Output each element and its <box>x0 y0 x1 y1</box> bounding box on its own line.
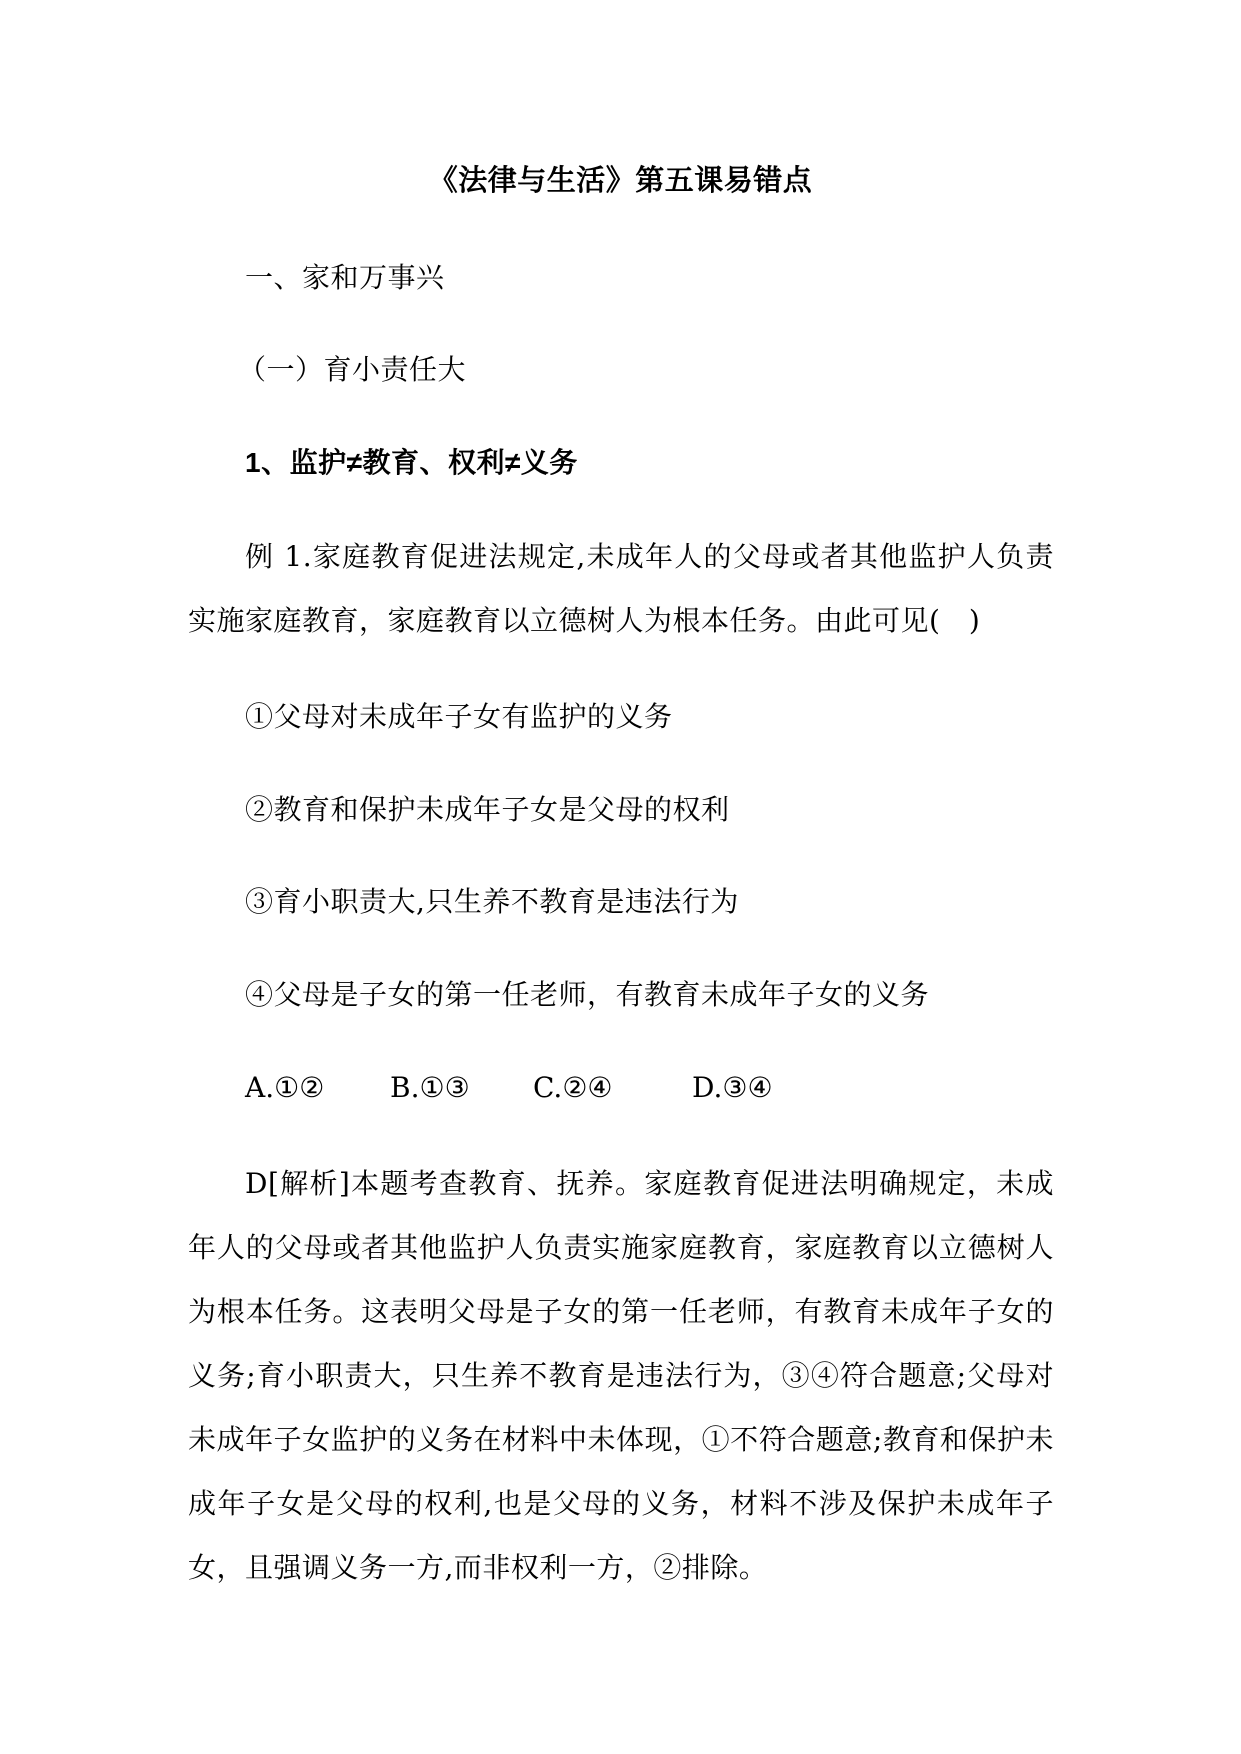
document-title: 《法律与生活》第五课易错点 <box>428 163 813 197</box>
option-a: A.①② <box>245 1071 325 1104</box>
statement-2: ②教育和保护未成年子女是父母的权利 <box>245 793 730 826</box>
option-d: D.③④ <box>692 1071 773 1104</box>
subsection-heading: （一）育小责任大 <box>238 353 467 386</box>
statement-4: ④父母是子女的第一任老师，有教育未成年子女的义务 <box>245 978 930 1011</box>
statement-1: ①父母对未成年子女有监护的义务 <box>245 700 673 733</box>
section-heading: 一、家和万事兴 <box>245 261 445 294</box>
option-b: B.①③ <box>390 1071 470 1104</box>
question-stem: 例 1.家庭教育促进法规定,未成年人的父母或者其他监护人负责实施家庭教育，家庭教育以立德树人为根本任务。由此可见( ) <box>188 540 1054 637</box>
statement-3: ③育小职责大,只生养不教育是违法行为 <box>245 885 739 918</box>
answer-analysis: D[解析]本题考查教育、抚养。家庭教育促进法明确规定，未成年人的父母或者其他监护人负责实施家庭教育，家庭教育以立德树人为根本任务。这表明父母是子女的第一任老师，有教育未成年子女的义务;育小职责大，只生养不教育是违法行为，③④符合题意;父母对未成年子女监护的义务在材料中未体现，①不符合题意;教育和保护未成年子女是父母的权利,也是父母的义务，材料不涉及保护未成年子女，且强调义务一方,而非权利一方，②排除。 <box>188 1167 1054 1584</box>
point-heading: 1、监护≠教育、权利≠义务 <box>245 447 578 478</box>
option-c: C.②④ <box>533 1071 613 1104</box>
